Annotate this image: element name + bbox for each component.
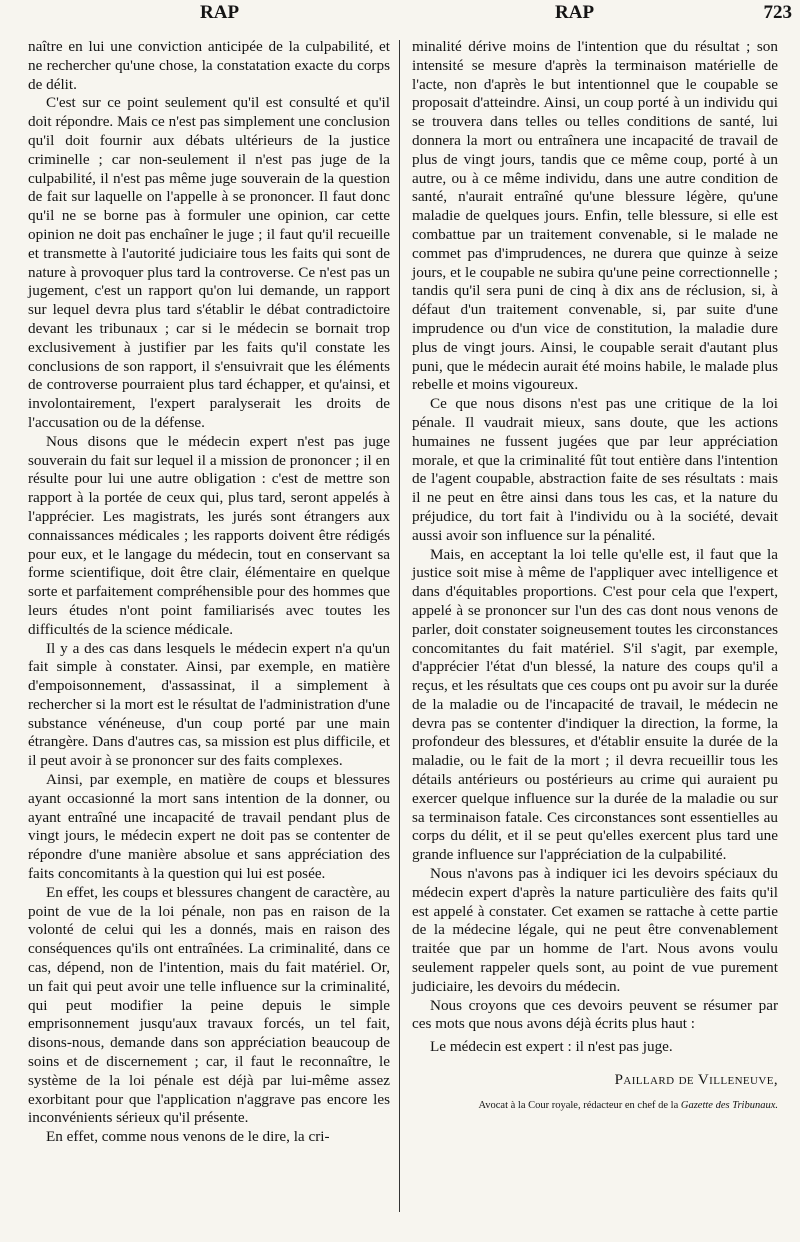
paragraph: Nous croyons que ces devoirs peuvent se résumer par ces mots que nous avons déjà écrits plus haut :: [412, 996, 778, 1033]
signature: [412, 1071, 778, 1090]
paragraph: naître en lui une conviction anticipée de la culpabilité, et ne rechercher qu'une chose, la constatation exacte du corps de délit.: [28, 38, 390, 93]
paragraph: Nous disons que le médecin expert n'est pas juge souverain du fait sur lequel il a mission de prononcer ; il en résulte pour lui une autre obligation : c'est de mettre son rapport à la portée de ceux qui, plus tard, seront appelés à l'apprécier. Les magistrats, les jurés sont étrangers aux connaissances médicales ; les rapports doivent être rédigés pour eux, et le langage du médecin, tout en conservant sa forme scientifique, doit être clair, élémentaire en quelque sorte et parfaitement compréhensible pour des hommes que leurs études n'ont point familiarisés avec toutes les difficultés de la science médicale.: [28, 432, 390, 638]
right-column: [412, 38, 778, 1112]
closing-line: Le médecin est expert : il n'est pas juge.: [430, 1038, 673, 1056]
signature-name: Paillard de Villeneuve,: [614, 1072, 778, 1089]
signature-role: [412, 1100, 778, 1112]
signature-role-text: Avocat à la Cour royale, rédacteur en chef de la: [478, 1099, 679, 1111]
paragraph: minalité dérive moins de l'intention que du résultat ; son intensité se mesure d'après la terminaison matérielle de l'acte, non d'après le but intentionnel que le coupable se proposait d'atteindre. Ainsi, un coup porté à un individu qui se trouvera dans telles ou telles conditions de santé, lui donnera la mort ou entraînera une incapacité de travail de plus de vingt jours, tandis que ce même coup, porté à un autre, ou à ce même individu, dans une autre condition de santé, n'aurait entraîné qu'une blessure légère, qu'une maladie de quelques jours. Enfin, telle blessure, si elle est combattue par un traitement convenable, si le malade ne commet pas d'imprudences, ne durera que quinze à seize jours, et le coupable ne subira qu'une peine correctionnelle ; tandis qu'il sera puni de cinq à dix ans de réclusion, si, à défaut d'un traitement convenable, si, par suite d'une imprudence ou d'un vice de constitution, la maladie dure plus de vingt jours. Ainsi, le coupable serait d'autant plus puni, que le médecin aurait été moins habile, le malade plus rebelle et moins vigoureux.: [412, 38, 778, 394]
signature-publication: Gazette des Tribunaux.: [680, 1099, 778, 1111]
column-divider: [399, 40, 400, 1212]
paragraph: Mais, en acceptant la loi telle qu'elle est, il faut que la justice soit mise à même de l'appliquer avec intelligence et dans d'équitables proportions. C'est pour cela que l'expert, appelé à se prononcer sur l'un des cas dont nous venons de parler, doit constater soigneusement toutes les circonstances concomitantes du fait matériel. S'il s'agit, par exemple, d'apprécier l'état d'un blessé, la nature des coups qu'il a reçus, et les résultats que ces coups ont pu avoir sur la durée de la maladie ou de l'incapacité de travail, le médecin ne devra pas se contenter d'indiquer la direction, la forme, la profondeur des blessures, et d'établir ensuite la durée de la maladie, ou le fait de la mort ; il devra recueillir tous les détails antérieurs ou postérieurs au crime qui auraient pu exercer quelque influence sur la durée de la maladie ou sur sa terminaison fatale. Ces circonstances sont essentielles au corps du délit, et il se peut qu'elles exercent plus tard une grande influence sur l'appréciation de la culpabilité.: [412, 545, 778, 864]
running-head: [0, 2, 800, 28]
paragraph: Il y a des cas dans lesquels le médecin expert n'a qu'un fait simple à constater. Ainsi, par exemple, en matière d'empoisonnement, d'assassinat, il a simplement à rechercher si la mort est le résultat de l'administration d'une substance vénéneuse, d'un coup porté par une main étrangère. Dans d'autres cas, sa mission est plus difficile, et il peut avoir à se prononcer sur des faits complexes.: [28, 639, 390, 770]
left-column: [28, 38, 390, 1147]
paragraph: Nous n'avons pas à indiquer ici les devoirs spéciaux du médecin expert d'après la nature particulière des faits qu'il est appelé à constater. Cet examen se rattache à cette partie de la médecine légale, qui ne peut être convenablement traitée que par un homme de l'art. Nous avons voulu seulement rappeler quels sont, au point de vue purement judiciaire, les devoirs du médecin.: [412, 865, 778, 995]
paragraph: En effet, comme nous venons de le dire, la cri-: [46, 1128, 330, 1146]
running-head-right: RAP: [555, 2, 595, 23]
paragraph: En effet, les coups et blessures changent de caractère, au point de vue de la loi pénale, non pas en raison de la volonté de celui qui les a donnés, mais en raison des conséquences qu'ils ont entraînées. La criminalité, dans ce cas, dépend, non de l'intention, mais du fait matériel. Or, un fait qui peut avoir une telle influence sur la criminalité, qui peut modifier la peine depuis le simple emprisonnement jusqu'aux travaux forcés, un tel fait, disons-nous, demande dans son appréciation beaucoup de soins et de discernement ; car, il faut le reconnaître, le système de la loi pénale est déjà par lui-même assez exorbitant pour que l'application n'aggrave pas encore les inconvénients sérieux qu'il présente.: [28, 883, 390, 1127]
running-head-left: RAP: [200, 2, 240, 23]
paragraph: C'est sur ce point seulement qu'il est consulté et qu'il doit répondre. Mais ce n'est pas simplement une conclusion qu'il doit fournir aux débats ultérieurs de la justice criminelle ; car non-seulement il n'est pas juge de la culpabilité, il n'est pas même juge souverain de la question de fait sur laquelle on l'appelle à se prononcer. Il faut donc qu'il ne se borne pas à formuler une opinion, car cette opinion ne doit pas enchaîner le juge ; il faut qu'il recueille et transmette à l'autorité judiciaire tous les faits qui sont de nature à provoquer plus tard la controverse. Ce n'est pas un jugement, c'est un rapport qu'on lui demande, un rapport sur lequel devra plus tard s'établir le débat contradictoire devant les tribunaux ; car si le médecin se bornait trop exclusivement à justifier par les faits qu'il constate les conclusions de son rapport, il s'ensuivrait que les éléments de controverse pourraient plus tard échapper, et qu'ainsi, et involontairement, l'expert paralyserait les droits de l'accusation ou de la défense.: [28, 94, 390, 431]
paragraph: Ainsi, par exemple, en matière de coups et blessures ayant occasionné la mort sans intention de la donner, ou ayant entraîné une incapacité de travail pendant plus de vingt jours, le médecin expert ne doit pas se contenter de répondre d'une manière absolue et sans appréciation des faits concomitants à la question qui lui est posée.: [28, 771, 390, 883]
paragraph: Ce que nous disons n'est pas une critique de la loi pénale. Il vaudrait mieux, sans doute, que les actions humaines ne fussent jugées que par leur appréciation morale, et que la criminalité fût tout entière dans l'intention de l'agent coupable, abstraction faite de ses résultats : mais il ne peut en être ainsi dans tous les cas, et la nature du préjudice, du tort fait à l'individu ou à la société, devait aussi avoir son influence sur la pénalité.: [412, 395, 778, 544]
page-number: 723: [763, 2, 792, 23]
